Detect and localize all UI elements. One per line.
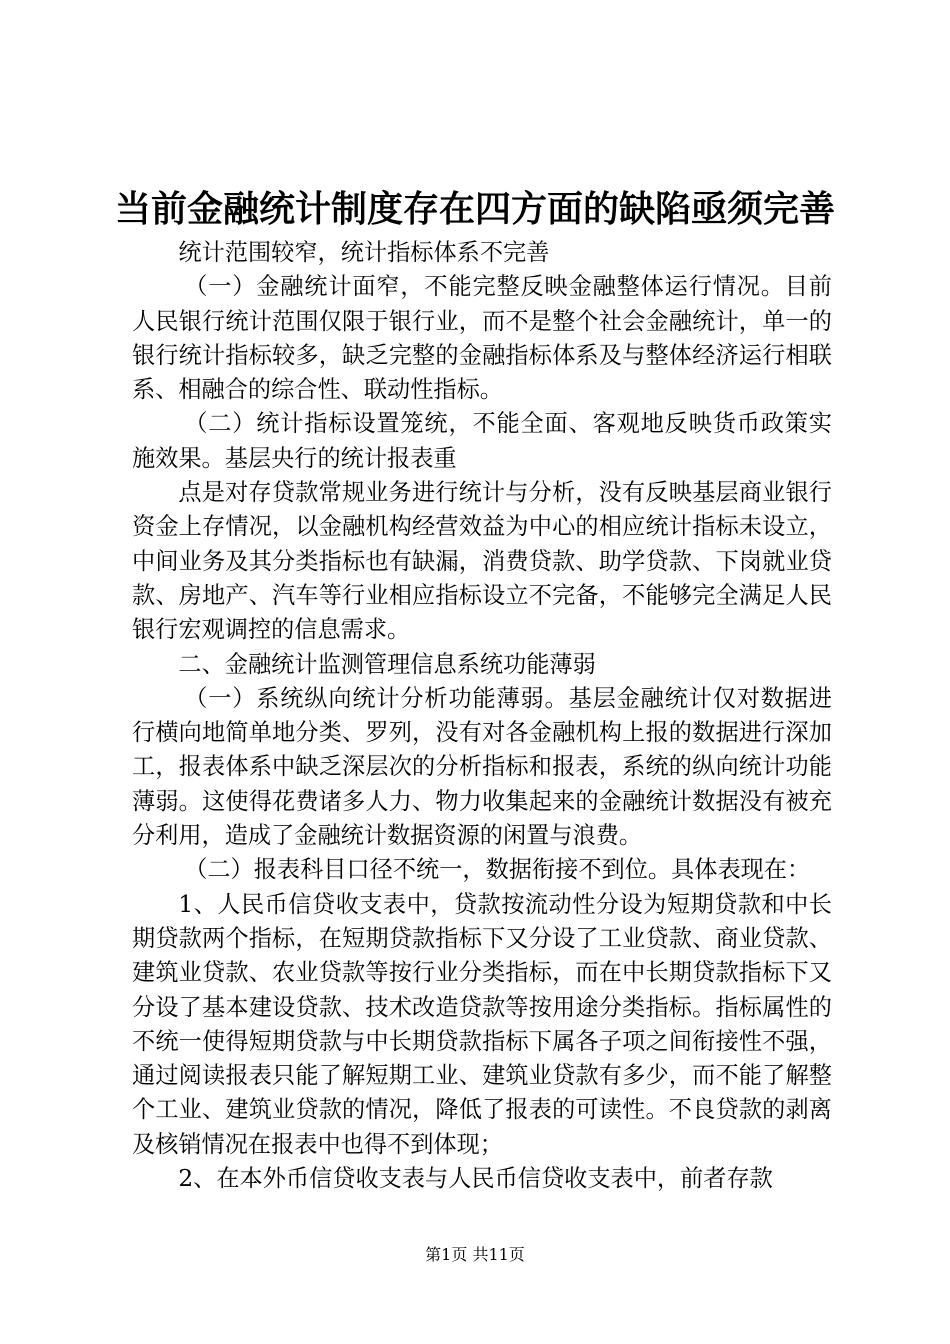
paragraph: 统计范围较窄，统计指标体系不完善: [178, 239, 550, 266]
document-body: [132, 236, 832, 1196]
paragraph: （一）金融统计面窄，不能完整反映金融整体运行情况。目前人民银行统计范围仅限于银行业，而不是整个社会金融统计，单一的银行统计指标较多，缺乏完整的金融指标体系及与整体经济运行相联系、相融合的综合性、联动性指标。: [132, 273, 832, 404]
paragraph: 点是对存贷款常规业务进行统计与分析，没有反映基层商业银行资金上存情况，以金融机构经营效益为中心的相应统计指标未设立，中间业务及其分类指标也有缺漏，消费贷款、助学贷款、下岗就业贷款、房地产、汽车等行业相应指标设立不完备，不能够完全满足人民银行宏观调控的信息需求。: [132, 479, 832, 644]
document-title: 当前金融统计制度存在四方面的缺陷亟须完善: [114, 189, 835, 230]
paragraph: 1、人民币信贷收支表中，贷款按流动性分设为短期贷款和中长期贷款两个指标，在短期贷款指标下又分设了工业贷款、商业贷款、建筑业贷款、农业贷款等按行业分类指标，而在中长期贷款指标下又分设了基本建设贷款、技术改造贷款等按用途分类指标。指标属性的不统一使得短期贷款与中长期贷款指标下属各子项之间衔接性不强，通过阅读报表只能了解短期工业、建筑业贷款有多少，而不能了解整个工业、建筑业贷款的情况，降低了报表的可读性。不良贷款的剥离及核销情况在报表中也得不到体现；: [132, 890, 832, 1158]
paragraph: （二）统计指标设置笼统，不能全面、客观地反映货币政策实施效果。基层央行的统计报表重: [132, 410, 832, 472]
paragraph: （二）报表科目口径不统一，数据衔接不到位。具体表现在：: [184, 856, 811, 884]
paragraph: （一）系统纵向统计分析功能薄弱。基层金融统计仅对数据进行横向地简单地分类、罗列，没有对各金融机构上报的数据进行深加工，报表体系中缺乏深层次的分析指标和报表，系统的纵向统计功能薄弱。这使得花费诸多人力、物力收集起来的金融统计数据没有被充分利用，造成了金融统计数据资源的闲置与浪费。: [132, 684, 832, 850]
page-number: 第1页 共11页: [425, 1245, 525, 1264]
paragraph: 二、金融统计监测管理信息系统功能薄弱: [178, 650, 596, 678]
paragraph: 2、在本外币信贷收支表与人民币信贷收支表中，前者存款: [178, 1165, 773, 1193]
